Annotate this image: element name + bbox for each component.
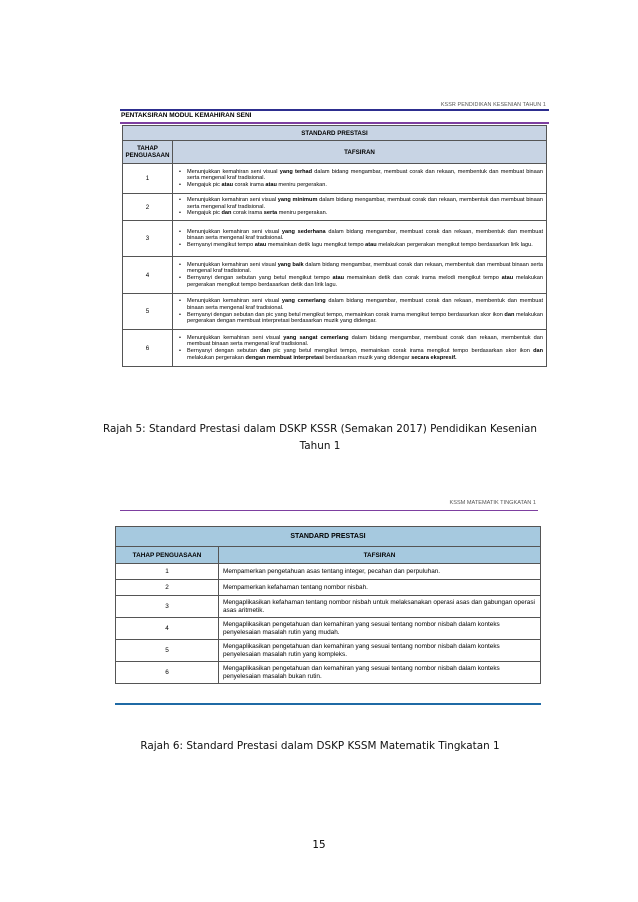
- fig1-emphasis: atau: [265, 181, 277, 188]
- fig2-desc-cell: Mengaplikasikan pengetahuan dan kemahiran yang sesuai tentang nombor nisbah dalam konteks penyelesaian masalah rutin yang mudah.: [219, 618, 541, 640]
- fig2-level-cell: 3: [116, 596, 219, 618]
- fig1-bullet: [187, 312, 543, 325]
- fig1-text: corak irama: [231, 210, 264, 217]
- fig1-text: melakukan pergerakan mengikut tempo berdasarkan lirik lagu.: [376, 241, 533, 248]
- fig1-emphasis: dan: [533, 348, 544, 354]
- fig2-desc-cell: Mengaplikasikan pengetahuan dan kemahiran yang sesuai tentang nombor nisbah dalam konteks penyelesaian masalah rutin yang kompleks.: [219, 640, 541, 662]
- fig1-table-row: [123, 330, 547, 367]
- fig1-emphasis: dan: [504, 311, 515, 318]
- fig1-standard-table: [122, 125, 547, 367]
- fig1-desc-cell: [173, 257, 547, 294]
- fig1-bullet: [187, 242, 543, 249]
- fig1-emphasis: yang terhad: [279, 168, 313, 175]
- fig1-table-row: [123, 294, 547, 330]
- fig1-desc-cell: [173, 330, 547, 367]
- fig1-level-cell: 1: [123, 164, 173, 194]
- fig1-bullet: [187, 197, 543, 210]
- fig2-level-cell: 1: [116, 564, 219, 580]
- fig1-text: pic yang betul mengikut tempo, memainkan corak irama mengikut tempo berdasarkan skor ikon: [270, 348, 534, 354]
- fig1-table-title: STANDARD PRESTASI: [123, 126, 547, 141]
- fig2-table-row: [116, 618, 541, 640]
- fig1-emphasis: dan: [260, 348, 271, 354]
- fig1-table-row: [123, 164, 547, 194]
- fig1-text: Menunjukkan kemahiran seni visual: [187, 334, 284, 341]
- fig1-text: Bernyanyi dengan sebutan dan pic yang betul mengikut tempo, memainkan corak irama mengikut tempo berdasarkan skor ikon: [187, 311, 505, 318]
- fig2-table-row: [116, 662, 541, 684]
- fig1-emphasis: atau: [254, 241, 267, 248]
- fig1-level-cell: 3: [123, 221, 173, 257]
- fig1-level-cell: 2: [123, 194, 173, 221]
- fig1-desc-cell: [173, 221, 547, 257]
- fig1-text: berdasarkan muzik yang didengar: [323, 354, 412, 361]
- fig1-emphasis: secara ekspresif.: [411, 354, 457, 361]
- fig1-text: dalam bidang mengambar, membuat corak dan rekaan, membentuk dan membuat binaan serta mengenal kraf tradisional.: [187, 334, 543, 348]
- fig1-emphasis: atau: [365, 241, 377, 248]
- fig1-section-rule: [120, 122, 549, 124]
- fig1-emphasis: atau: [221, 181, 234, 188]
- fig1-emphasis: yang sangat cemerlang: [283, 334, 349, 341]
- fig1-bullet: [187, 169, 543, 182]
- fig1-text: Bernyanyi dengan sebutan yang betul mengikut tempo: [187, 275, 333, 281]
- fig1-bullet: [187, 298, 543, 311]
- fig1-section-title: PENTAKSIRAN MODUL KEMAHIRAN SENI: [121, 112, 252, 119]
- fig2-bottom-rule: [115, 703, 541, 705]
- fig1-desc-cell: [173, 194, 547, 221]
- fig1-text: memainkan detik lagu mengikut tempo: [266, 241, 366, 248]
- fig2-col-desc: TAFSIRAN: [219, 547, 541, 564]
- fig1-text: Menunjukkan kemahiran seni visual: [187, 261, 278, 268]
- fig2-col-level: TAHAP PENGUASAAN: [116, 547, 219, 564]
- fig1-emphasis: dan: [221, 210, 232, 217]
- fig1-desc-cell: [173, 294, 547, 330]
- fig1-emphasis: yang minimum: [277, 197, 318, 204]
- fig1-text: corak irama: [233, 181, 266, 188]
- caption-figure-6: Rajah 6: Standard Prestasi dalam DSKP KSSM Matematik Tingkatan 1: [140, 740, 500, 752]
- fig1-emphasis: atau: [332, 275, 345, 281]
- fig1-table-row: [123, 257, 547, 294]
- fig1-text: Menunjukkan kemahiran seni visual: [187, 197, 278, 204]
- fig1-level-cell: 5: [123, 294, 173, 330]
- fig1-emphasis: yang baik: [277, 261, 304, 268]
- fig1-bullet: [187, 229, 543, 242]
- fig1-desc-cell: [173, 164, 547, 194]
- fig1-text: dalam bidang mengambar, membuat corak dan rekaan, membentuk dan membuat binaan serta mengenal kraf tradisional.: [187, 298, 544, 311]
- fig1-text: Menunjukkan kemahiran seni visual: [187, 298, 282, 305]
- fig2-desc-cell: Mengaplikasikan pengetahuan dan kemahiran yang sesuai tentang nombor nisbah dalam konteks penyelesaian masalah bukan rutin.: [219, 662, 541, 684]
- fig1-text: meniru pergerakan.: [277, 210, 328, 217]
- fig1-bullet: [187, 210, 543, 217]
- fig2-table-row: [116, 580, 541, 596]
- fig1-emphasis: yang cemerlang: [281, 298, 326, 305]
- fig1-bullet: [187, 275, 543, 288]
- fig1-header-rule: [120, 109, 549, 111]
- fig1-text: Mengajuk pic: [187, 181, 222, 188]
- fig1-text: melakukan pergerakan: [187, 354, 246, 361]
- fig2-running-header: KSSM MATEMATIK TINGKATAN 1: [449, 500, 536, 506]
- fig1-text: dalam bidang mengambar, membuat corak dan rekaan, membentuk dan membuat binaan serta mengenal kraf tradisional.: [187, 197, 544, 210]
- fig1-bullet: [187, 348, 543, 361]
- fig2-desc-cell: Mempamerkan kefahaman tentang nombor nisbah.: [219, 580, 541, 596]
- fig1-text: Menunjukkan kemahiran seni visual: [187, 228, 282, 235]
- fig2-table-row: [116, 564, 541, 580]
- fig1-emphasis: yang sederhana: [281, 228, 326, 235]
- page-number: 15: [312, 839, 326, 851]
- fig2-table-row: [116, 596, 541, 618]
- fig1-col-level: TAHAP PENGUASAAN: [123, 141, 173, 164]
- fig1-text: meniru pergerakan.: [276, 181, 327, 188]
- fig2-level-cell: 5: [116, 640, 219, 662]
- fig1-bullet: [187, 335, 543, 348]
- fig1-text: memainkan detik dan corak irama melodi mengikut tempo: [344, 275, 502, 281]
- fig1-table-row: [123, 221, 547, 257]
- fig1-emphasis: dengan membuat interpretasi: [245, 354, 324, 361]
- fig2-level-cell: 2: [116, 580, 219, 596]
- caption-figure-5: Rajah 5: Standard Prestasi dalam DSKP KSSR (Semakan 2017) Pendidikan Kesenian: [103, 423, 537, 435]
- fig1-text: Mengajuk pic: [187, 210, 222, 217]
- fig1-running-header: KSSR PENDIDIKAN KESENIAN TAHUN 1: [440, 102, 546, 108]
- fig2-desc-cell: Mengaplikasikan kefahaman tentang nombor nisbah untuk melaksanakan operasi asas dan gabungan operasi asas aritmetik.: [219, 596, 541, 618]
- fig2-desc-cell: Mempamerkan pengetahuan asas tentang integer, pecahan dan perpuluhan.: [219, 564, 541, 580]
- fig1-text: dalam bidang mengambar, membuat corak dan rekaan, membentuk dan membuat binaan serta mengenal kraf tradisional.: [187, 228, 544, 242]
- fig2-table-row: [116, 640, 541, 662]
- fig1-text: melakukan pergerakan dengan membuat interpretasi berdasarkan muzik yang didengar.: [187, 311, 543, 325]
- fig1-text: Bernyanyi dengan sebutan: [187, 348, 261, 354]
- fig1-bullet: [187, 262, 543, 275]
- fig2-standard-table: [115, 526, 541, 684]
- fig1-text: melakukan pergerakan mengikut tempo berdasarkan detik dan lirik lagu.: [187, 275, 544, 288]
- fig1-col-desc: TAFSIRAN: [173, 141, 547, 164]
- fig1-table-row: [123, 194, 547, 221]
- fig2-level-cell: 6: [116, 662, 219, 684]
- fig1-level-cell: 6: [123, 330, 173, 367]
- fig1-text: Menunjukkan kemahiran seni visual: [187, 168, 280, 175]
- fig1-text: dalam bidang mengambar, membuat corak dan rekaan, membentuk dan membuat binaan serta mengenal kraf tradisional.: [187, 168, 543, 182]
- fig1-emphasis: serta: [263, 210, 278, 217]
- fig1-text: dalam bidang mengambar, membuat corak dan rekaan, membentuk dan membuat binaan serta mengenal kraf tradisional.: [187, 261, 544, 275]
- fig1-level-cell: 4: [123, 257, 173, 294]
- fig1-text: Bernyanyi mengikut tempo: [187, 241, 255, 248]
- fig1-emphasis: atau: [501, 275, 514, 281]
- fig2-table-title: STANDARD PRESTASI: [116, 527, 541, 547]
- fig2-level-cell: 4: [116, 618, 219, 640]
- caption-figure-5-line2: Tahun 1: [299, 440, 341, 452]
- fig1-bullet: [187, 182, 543, 189]
- fig2-header-rule: [120, 510, 538, 511]
